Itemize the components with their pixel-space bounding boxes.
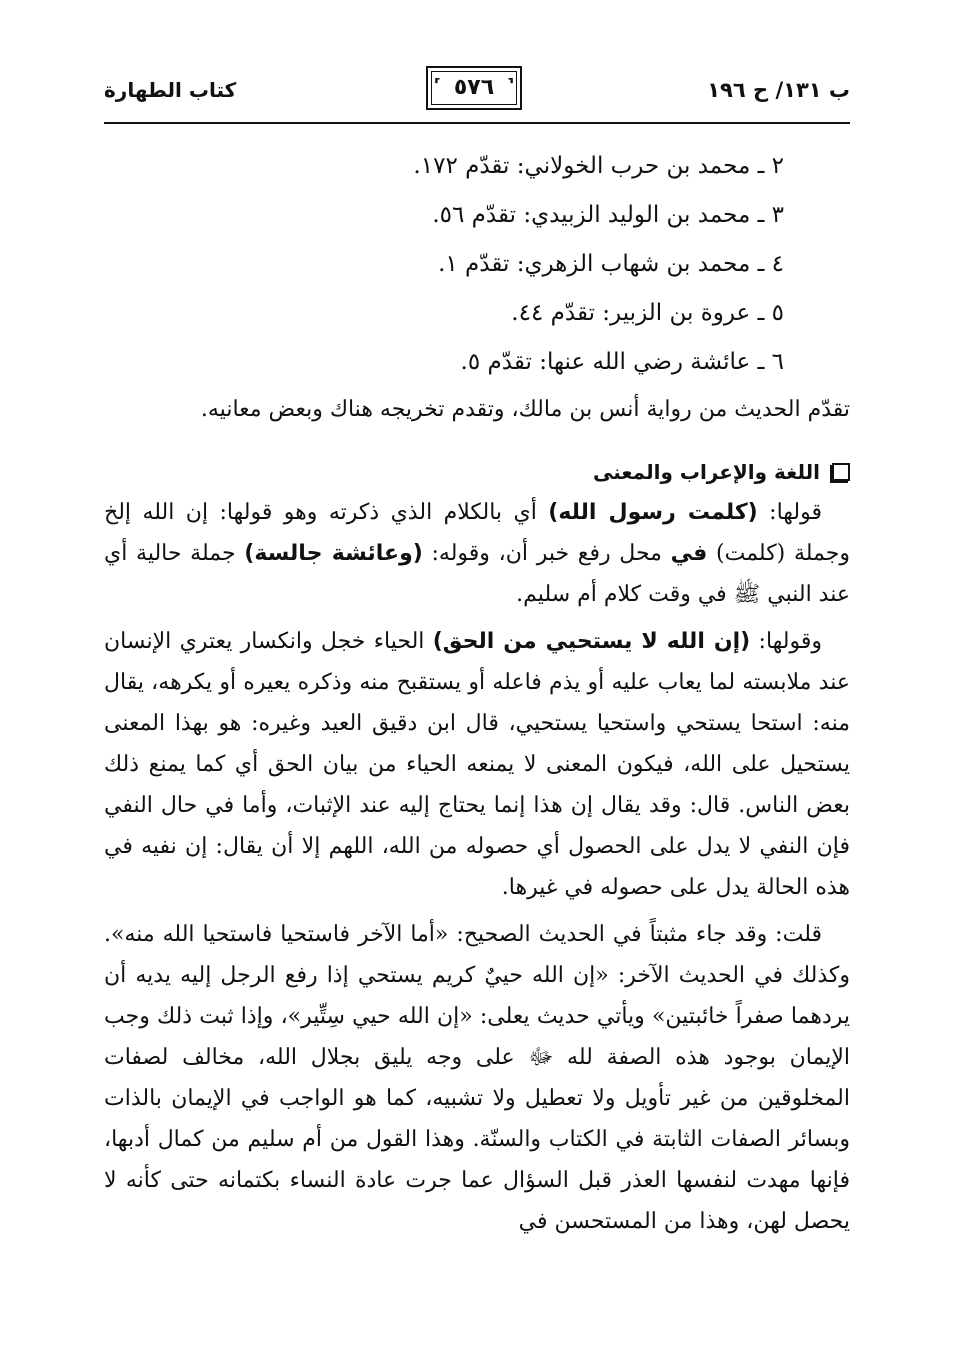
narrator-item: ٣ ـ محمد بن الوليد الزبيدي: تقدّم ٥٦. [432, 202, 784, 228]
p2-text: وقولها: [750, 629, 823, 654]
paragraph-2 [104, 621, 850, 908]
quoted-phrase: (إن الله لا يستحيي من الحق) [432, 629, 751, 654]
section-heading-text: اللغة والإعراب والمعنى [592, 460, 820, 484]
p2-text: الحياء خجل وانكسار يعتري الإنسان عند ملابسته لما يعاب عليه أو يذم فاعله أو يستقبح منه وذكره يعيره أو يكرهه، يقال منه: استحا يستحي واستحيا يستحيي، قال ابن دقيق العيد وغيره: هو بهذا المعنى يستحيل على الله، فيكون المعنى لا يمنعه الحياء من بيان الحق أي كما يمنع ذلك بعض الناس. قال: وقد يقال إن هذا إنما يحتاج إليه عند الإثبات، وأما في حال النفي فإن النفي لا يدل على الحصول أي حصوله من الله، اللهم إلا أن يقال: إن نفيه في هذه الحالة يدل على حصوله في غيرها. [104, 629, 850, 900]
intro-paragraph: تقدّم الحديث من رواية أنس بن مالك، وتقدم تخريجه هناك وبعض معانيه. [200, 397, 850, 422]
page-number-box [426, 66, 522, 110]
hadith-reference: ب ١٣١/ ح ١٩٦ [707, 78, 850, 102]
bold-word: في [670, 541, 708, 566]
narrator-item: ٢ ـ محمد بن حرب الخولاني: تقدّم ١٧٢. [413, 153, 784, 179]
p1-text: قولها: [757, 500, 823, 525]
checkbox-square-icon [832, 463, 850, 481]
paragraph-1 [104, 492, 850, 615]
narrator-item: ٦ ـ عائشة رضي الله عنها: تقدّم ٥. [460, 349, 784, 375]
ornament-icon: ⸣ [434, 77, 441, 93]
ornament-icon: ⸢ [507, 77, 514, 93]
quoted-phrase: (كلمت رسول الله) [548, 500, 758, 525]
p1-text: أي بالكلام الذي ذكرته وهو قولها: إن الله إلخ وجملة (كلمت) [104, 500, 850, 566]
narrator-item: ٤ ـ محمد بن شهاب الزهري: تقدّم ١. [438, 251, 784, 277]
book-page [104, 64, 850, 1334]
narrator-item: ٥ ـ عروة بن الزبير: تقدّم ٤٤. [511, 300, 784, 326]
book-title: كتاب الطهارة [104, 78, 237, 102]
section-heading [104, 454, 850, 490]
quoted-phrase: (وعائشة جالسة) [244, 541, 423, 566]
running-header [104, 64, 850, 124]
p1-text: جملة حالية أي عند النبي ﷺ في وقت كلام أم سليم. [104, 541, 850, 607]
paragraph-3: قلت: وقد جاء مثبتاً في الحديث الصحيح: «أما الآخر فاستحيا فاستحيا الله منه». وكذلك في الحديث الآخر: «إن الله حييٌ كريم يستحي إذا رفع الرجل إليه يديه أن يردهما صفراً خائبتين» ويأتي حديث يعلى: «إن الله حيي سِتِّير»، وإذا ثبت ذلك وجب الإيمان بوجود هذه الصفة لله ﷻ على وجه يليق بجلال الله، مخالف لصفات المخلوقين من غير تأويل ولا تعطيل ولا تشبيه، كما هو الواجب في الإيمان بالذات وبسائر الصفات الثابتة في الكتاب والسنّة. وهذا القول من أم سليم من كمال أدبها، فإنها مهدت لنفسها العذر قبل السؤال عما جرت عادة النساء بكتمانه حتى كأنه لا يحصل لهن، وهذا من المستحسن في [104, 922, 850, 1234]
page-number: ٥٧٦ [453, 75, 495, 100]
p1-text: محل رفع خبر أن، وقوله: [422, 541, 671, 566]
narrator-list [104, 142, 850, 387]
